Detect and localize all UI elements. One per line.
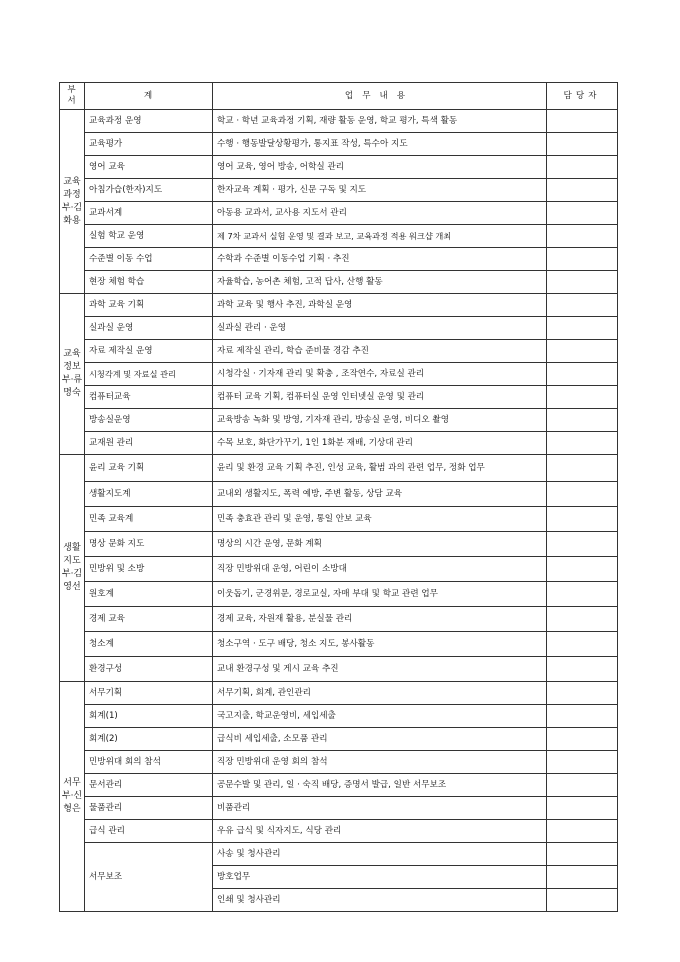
table-row: [60, 225, 618, 248]
duty-cell: 교내외 생활지도, 폭력 예방, 주변 활동, 상담 교육: [213, 482, 547, 507]
team-cell: 과학 교육 기획: [85, 294, 213, 317]
duty-cell: 명상의 시간 운영, 문화 계획: [213, 532, 547, 557]
table-row: [60, 820, 618, 843]
duty-cell: 직장 민방위대 운영 회의 참석: [213, 751, 547, 774]
duty-cell: 직장 민방위대 운영, 어린이 소방대: [213, 557, 547, 582]
header-owner: 담당자: [547, 83, 618, 110]
owner-cell: [547, 482, 618, 507]
duty-cell: 민족 충효관 관리 및 운영, 통일 안보 교육: [213, 507, 547, 532]
duty-cell: 영어 교육, 영어 방송, 어학실 관리: [213, 156, 547, 179]
owner-cell: [547, 133, 618, 156]
team-cell: 명상 문화 지도: [85, 532, 213, 557]
owner-cell: [547, 607, 618, 632]
owner-cell: [547, 705, 618, 728]
team-cell: 실과실 운영: [85, 317, 213, 340]
owner-cell: [547, 751, 618, 774]
duty-cell: 이웃돕기, 군경위문, 경로교실, 자매 부대 및 학교 관련 업무: [213, 582, 547, 607]
team-cell: 수준별 이동 수업: [85, 248, 213, 271]
team-cell: 회계(2): [85, 728, 213, 751]
header-dept: 부서: [60, 83, 85, 110]
table-row: [60, 271, 618, 294]
table-row: [60, 363, 618, 386]
table-row: [60, 248, 618, 271]
owner-cell: [547, 340, 618, 363]
team-cell: 민방위 및 소방: [85, 557, 213, 582]
duty-cell: 수학과 수준별 이동수업 기획 · 추진: [213, 248, 547, 271]
owner-cell: [547, 557, 618, 582]
table-row: [60, 202, 618, 225]
team-cell: 교육과정 운영: [85, 110, 213, 133]
table-row: [60, 607, 618, 632]
duty-assignment-table: [59, 82, 618, 912]
owner-cell: [547, 843, 618, 866]
duty-cell: 비품관리: [213, 797, 547, 820]
duty-cell: 제 7차 교과서 실험 운영 및 결과 보고, 교육과정 적용 워크샵 개최: [213, 225, 547, 248]
dept-cell: 생활지도부·김영선: [60, 455, 85, 682]
table-row: [60, 432, 618, 455]
team-cell: 현장 체험 학습: [85, 271, 213, 294]
duty-cell: 윤리 및 환경 교육 기획 추진, 인성 교육, 활범 과의 관련 업무, 정화 업무: [213, 455, 547, 482]
table-row: [60, 386, 618, 409]
owner-cell: [547, 507, 618, 532]
owner-cell: [547, 582, 618, 607]
table-row: [60, 751, 618, 774]
owner-cell: [547, 202, 618, 225]
team-cell: 급식 관리: [85, 820, 213, 843]
table-row: [60, 632, 618, 657]
duty-cell: 수목 보호, 화단가꾸기, 1인 1화분 재배, 기상대 관리: [213, 432, 547, 455]
table-row: [60, 455, 618, 482]
table-header-row: [60, 83, 618, 110]
team-cell: 청소계: [85, 632, 213, 657]
table-row: [60, 705, 618, 728]
duty-cell: 우유 급식 및 식자지도, 식당 관리: [213, 820, 547, 843]
owner-cell: [547, 889, 618, 912]
owner-cell: [547, 455, 618, 482]
table-row: [60, 110, 618, 133]
header-team: 계: [85, 83, 213, 110]
table-row: [60, 133, 618, 156]
team-cell: 생활지도계: [85, 482, 213, 507]
duty-cell: 서무기획, 회계, 관인관리: [213, 682, 547, 705]
duty-cell: 경제 교육, 자원재 활용, 분실물 관리: [213, 607, 547, 632]
duty-cell: 교육방송 녹화 및 방영, 기자재 관리, 방송실 운영, 비디오 촬영: [213, 409, 547, 432]
duty-cell: 컴퓨터 교육 기획, 컴퓨터실 운영 인터넷실 운영 및 관리: [213, 386, 547, 409]
owner-cell: [547, 294, 618, 317]
owner-cell: [547, 820, 618, 843]
team-cell: 자료 제작실 운영: [85, 340, 213, 363]
duty-cell: 시청각실 · 기자재 관리 및 확충 , 조작연수, 자료실 관리: [213, 363, 547, 386]
dept-cell: 교육과정부·김화용: [60, 110, 85, 294]
duty-cell: 학교 · 학년 교육과정 기획, 재량 활동 운영, 학교 평가, 특색 활동: [213, 110, 547, 133]
duty-cell: 자율학습, 농어촌 체험, 고적 답사, 산행 활동: [213, 271, 547, 294]
team-cell: 교과서계: [85, 202, 213, 225]
table-row: [60, 156, 618, 179]
table-row: [60, 797, 618, 820]
table-row: [60, 657, 618, 682]
owner-cell: [547, 271, 618, 294]
team-cell: 서무보조: [85, 843, 213, 912]
team-cell: 경제 교육: [85, 607, 213, 632]
team-cell: 원호계: [85, 582, 213, 607]
team-cell: 영어 교육: [85, 156, 213, 179]
table-row: [60, 532, 618, 557]
team-cell: 아침가습(한자)지도: [85, 179, 213, 202]
header-duty: 업무내용: [213, 83, 547, 110]
dept-cell: 서무부·신형은: [60, 682, 85, 912]
table-row: [60, 317, 618, 340]
team-cell: 시청각계 및 자료실 관리: [85, 363, 213, 386]
team-cell: 서무기획: [85, 682, 213, 705]
owner-cell: [547, 866, 618, 889]
table-row: [60, 582, 618, 607]
owner-cell: [547, 363, 618, 386]
duty-cell: 자료 제작실 관리, 학습 준비물 경감 추진: [213, 340, 547, 363]
team-cell: 민족 교육계: [85, 507, 213, 532]
duty-cell: 급식비 세입세출, 소모품 관리: [213, 728, 547, 751]
owner-cell: [547, 632, 618, 657]
owner-cell: [547, 110, 618, 133]
table-row: [60, 682, 618, 705]
owner-cell: [547, 797, 618, 820]
dept-cell: 교육정보부·류명숙: [60, 294, 85, 455]
team-cell: 교재원 관리: [85, 432, 213, 455]
owner-cell: [547, 728, 618, 751]
owner-cell: [547, 317, 618, 340]
team-cell: 윤리 교육 기획: [85, 455, 213, 482]
team-cell: 문서관리: [85, 774, 213, 797]
duty-cell: 수행 · 행동발달상황평가, 통지표 작성, 특수아 지도: [213, 133, 547, 156]
team-cell: 컴퓨터교육: [85, 386, 213, 409]
table-row: [60, 294, 618, 317]
owner-cell: [547, 386, 618, 409]
team-cell: 물품관리: [85, 797, 213, 820]
duty-cell: 실과실 관리 · 운영: [213, 317, 547, 340]
table-row: [60, 728, 618, 751]
duty-cell: 아동용 교과서, 교사용 지도서 관리: [213, 202, 547, 225]
table-row: [60, 557, 618, 582]
owner-cell: [547, 657, 618, 682]
duty-cell: 교내 환경구성 및 게시 교육 추진: [213, 657, 547, 682]
owner-cell: [547, 432, 618, 455]
table-row: [60, 482, 618, 507]
duty-cell: 공문수발 및 관리, 일 · 숙직 배당, 증명서 발급, 일반 서무보조: [213, 774, 547, 797]
owner-cell: [547, 774, 618, 797]
table-row: [60, 843, 618, 866]
duty-cell: 방호업무: [213, 866, 547, 889]
owner-cell: [547, 248, 618, 271]
team-cell: 민방위대 회의 참석: [85, 751, 213, 774]
owner-cell: [547, 532, 618, 557]
table-row: [60, 179, 618, 202]
owner-cell: [547, 225, 618, 248]
table-row: [60, 507, 618, 532]
duty-cell: 과학 교육 및 행사 추진, 과학실 운영: [213, 294, 547, 317]
duty-cell: 사송 및 청사관리: [213, 843, 547, 866]
duty-cell: 한자교육 계획 · 평가, 신문 구독 및 지도: [213, 179, 547, 202]
team-cell: 실험 학교 운영: [85, 225, 213, 248]
table-row: [60, 774, 618, 797]
team-cell: 방송실운영: [85, 409, 213, 432]
team-cell: 교육평가: [85, 133, 213, 156]
table-row: [60, 409, 618, 432]
duty-cell: 인쇄 및 청사관리: [213, 889, 547, 912]
team-cell: 회계(1): [85, 705, 213, 728]
duty-cell: 청소구역 · 도구 배당, 청소 지도, 봉사활동: [213, 632, 547, 657]
owner-cell: [547, 409, 618, 432]
team-cell: 환경구성: [85, 657, 213, 682]
table-row: [60, 340, 618, 363]
owner-cell: [547, 682, 618, 705]
owner-cell: [547, 156, 618, 179]
owner-cell: [547, 179, 618, 202]
duty-cell: 국고지출, 학교운영비, 세입세출: [213, 705, 547, 728]
